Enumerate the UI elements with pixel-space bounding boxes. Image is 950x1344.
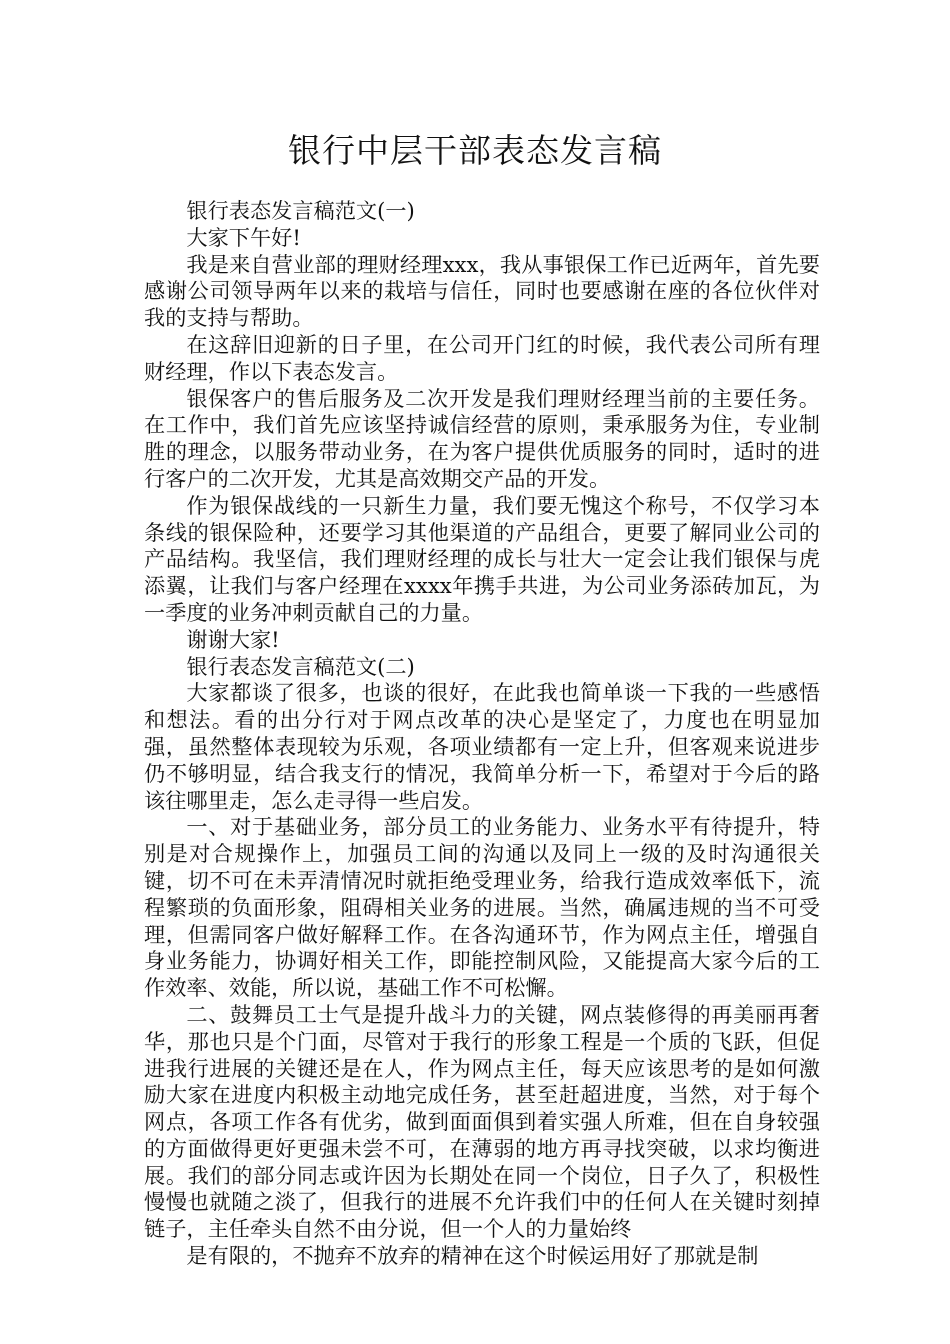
paragraph: 银保客户的售后服务及二次开发是我们理财经理当前的主要任务。在工作中，我们首先应该坚持诚信经营的原则，秉承服务为住，专业制胜的理念，以服务带动业务，在为客户提供优质服务的同时，适时的进行客户的二次开发，尤其是高效期交产品的开发。: [144, 385, 820, 491]
paragraph: 我是来自营业部的理财经理xxx，我从事银保工作已近两年，首先要感谢公司领导两年以来的栽培与信任，同时也要感谢在座的各位伙伴对我的支持与帮助。: [144, 251, 820, 331]
paragraph: 在这辞旧迎新的日子里，在公司开门红的时候，我代表公司所有理财经理，作以下表态发言。: [144, 331, 820, 384]
paragraph: 一、对于基础业务，部分员工的业务能力、业务水平有待提升，特别是对合规操作上，加强员工间的沟通以及同上一级的及时沟通很关键，切不可在未弄清情况时就拒绝受理业务，给我行造成效率低下，流程繁琐的负面形象，阻碍相关业务的进展。当然，确属违规的当不可受理，但需同客户做好解释工作。在各沟通环节，作为网点主任，增强自身业务能力，协调好相关工作，即能控制风险，又能提高大家今后的工作效率、效能，所以说，基础工作不可松懈。: [144, 814, 820, 1001]
paragraph: 二、鼓舞员工士气是提升战斗力的关键，网点装修得的再美丽再奢华，那也只是个门面，尽管对于我行的形象工程是一个质的飞跃，但促进我行进展的关键还是在人，作为网点主任，每天应该思考的是如何激励大家在进度内积极主动地完成任务，甚至赶超进度，当然，对于每个网点，各项工作各有优劣，做到面面俱到着实强人所难，但在自身较强的方面做得更好更强未尝不可，在薄弱的地方再寻找突破，以求均衡进展。我们的部分同志或许因为长期处在同一个岗位，日子久了，积极性慢慢也就随之淡了，但我行的进展不允许我们中的任何人在关键时刻掉链子，主任牵头自然不由分说，但一个人的力量始终: [144, 1001, 820, 1242]
paragraph-subheading-2: 银行表态发言稿范文(二): [186, 653, 415, 679]
paragraph-greeting: 大家下午好!: [186, 224, 301, 250]
document-title: 银行中层干部表态发言稿: [288, 131, 662, 170]
paragraph-thanks: 谢谢大家!: [186, 626, 280, 652]
document-body: [144, 198, 820, 1270]
paragraph: 是有限的，不抛弃不放弃的精神在这个时候运用好了那就是制: [186, 1243, 759, 1269]
paragraph-subheading-1: 银行表态发言稿范文(一): [186, 198, 415, 223]
paragraph: 大家都谈了很多，也谈的很好，在此我也简单谈一下我的一些感悟和想法。看的出分行对于网点改革的决心是坚定了，力度也在明显加强，虽然整体表现较为乐观，各项业绩都有一定上升，但客观来说进步仍不够明显，结合我支行的情况，我简单分析一下，希望对于今后的路该往哪里走，怎么走寻得一些启发。: [144, 680, 820, 813]
paragraph: 作为银保战线的一只新生力量，我们要无愧这个称号，不仅学习本条线的银保险种，还要学习其他渠道的产品组合，更要了解同业公司的产品结构。我坚信，我们理财经理的成长与壮大一定会让我们银保与虎添翼，让我们与客户经理在xxxx年携手共进，为公司业务添砖加瓦，为一季度的业务冲刺贡献自己的力量。: [144, 492, 820, 625]
